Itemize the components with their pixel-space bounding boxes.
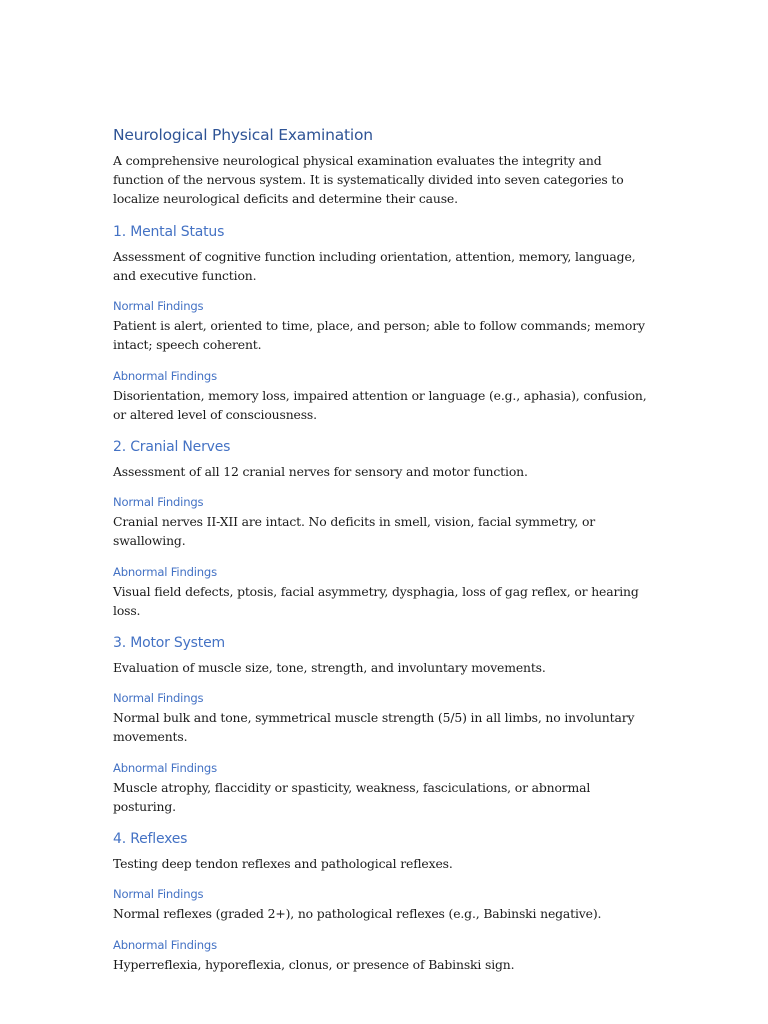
section-cranial-nerves [113, 437, 654, 620]
intro-paragraph: A comprehensive neurological physical examination evaluates the integrity and function of the nervous system. It is systematically divided into seven categories to localize neurological deficits and determine their cause. [113, 153, 624, 206]
normal-findings-block [113, 298, 654, 354]
abnormal-findings-heading: Abnormal Findings [113, 761, 217, 775]
section-heading: 2. Cranial Nerves [113, 439, 231, 455]
abnormal-findings-heading: Abnormal Findings [113, 369, 217, 383]
normal-findings-heading: Normal Findings [113, 887, 204, 901]
section-description: Assessment of cognitive function including orientation, attention, memory, language, and executive function. [113, 249, 636, 283]
section-reflexes [113, 829, 654, 974]
section-description: Evaluation of muscle size, tone, strength, and involuntary movements. [113, 660, 546, 675]
section-description: Assessment of all 12 cranial nerves for sensory and motor function. [113, 464, 528, 479]
abnormal-findings-block [113, 368, 654, 424]
section-description: Testing deep tendon reflexes and pathological reflexes. [113, 856, 453, 871]
normal-findings-heading: Normal Findings [113, 299, 204, 313]
section-mental-status [113, 222, 654, 424]
normal-findings-text: Normal reflexes (graded 2+), no pathological reflexes (e.g., Babinski negative). [113, 906, 602, 921]
normal-findings-heading: Normal Findings [113, 495, 204, 509]
section-heading: 3. Motor System [113, 635, 225, 651]
normal-findings-text: Normal bulk and tone, symmetrical muscle strength (5/5) in all limbs, no involuntary movements. [113, 710, 635, 744]
normal-findings-block [113, 886, 654, 923]
normal-findings-heading: Normal Findings [113, 691, 204, 705]
abnormal-findings-block [113, 937, 654, 974]
abnormal-findings-text: Visual field defects, ptosis, facial asymmetry, dysphagia, loss of gag reflex, or hearing loss. [113, 584, 639, 618]
normal-findings-block [113, 494, 654, 550]
normal-findings-text: Patient is alert, oriented to time, place, and person; able to follow commands; memory intact; speech coherent. [113, 318, 645, 352]
abnormal-findings-text: Hyperreflexia, hyporeflexia, clonus, or presence of Babinski sign. [113, 957, 515, 972]
abnormal-findings-text: Disorientation, memory loss, impaired attention or language (e.g., aphasia), confusion, or altered level of consciousness. [113, 388, 647, 422]
page-title: Neurological Physical Examination [113, 126, 373, 144]
abnormal-findings-block [113, 564, 654, 620]
normal-findings-text: Cranial nerves II-XII are intact. No deficits in smell, vision, facial symmetry, or swallowing. [113, 514, 596, 548]
abnormal-findings-text: Muscle atrophy, flaccidity or spasticity, weakness, fasciculations, or abnormal posturing. [113, 780, 591, 814]
section-motor-system [113, 633, 654, 816]
normal-findings-block [113, 690, 654, 746]
abnormal-findings-heading: Abnormal Findings [113, 565, 217, 579]
section-heading: 4. Reflexes [113, 831, 188, 847]
abnormal-findings-heading: Abnormal Findings [113, 938, 217, 952]
abnormal-findings-block [113, 760, 654, 816]
section-heading: 1. Mental Status [113, 224, 225, 240]
